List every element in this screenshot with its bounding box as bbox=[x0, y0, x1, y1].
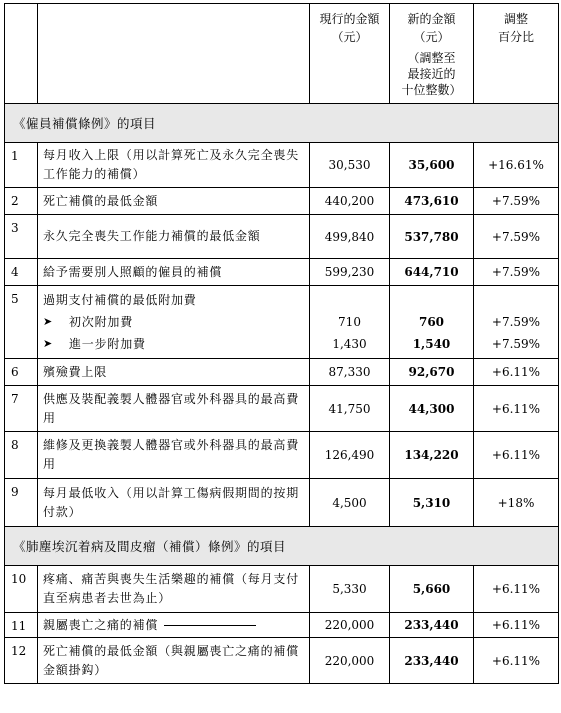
sub-current-amount: 710 bbox=[338, 315, 361, 329]
row-percentage: +6.11% bbox=[474, 566, 559, 613]
row-new-amount: 233,440 bbox=[390, 613, 474, 638]
row-current-amount: 5,330 bbox=[310, 566, 390, 613]
row-number: 6 bbox=[5, 359, 38, 386]
row-percentage: +18% bbox=[474, 479, 559, 527]
row-number: 1 bbox=[5, 143, 38, 188]
sub-item-label: 進一步附加費 bbox=[69, 337, 146, 351]
sub-percentage: +7.59% bbox=[491, 337, 541, 351]
table-row bbox=[5, 286, 559, 359]
table-row bbox=[5, 566, 559, 613]
row-new-amount: 5,660 bbox=[390, 566, 474, 613]
header-new-note1: （調整至 bbox=[407, 51, 456, 65]
row-description: 死亡補償的最低金額（與親屬喪亡之痛的補償金額掛鈎） bbox=[38, 638, 310, 684]
row-description: 每月收入上限（用以計算死亡及永久完全喪失工作能力的補償） bbox=[38, 143, 310, 188]
table-row bbox=[5, 386, 559, 432]
sub-item-further-surcharge bbox=[43, 333, 304, 355]
row-current-amount: 499,840 bbox=[310, 215, 390, 259]
row-new-amount: 233,440 bbox=[390, 638, 474, 684]
section-heading-row bbox=[5, 527, 559, 566]
row-new-amount: 644,710 bbox=[390, 259, 474, 286]
row-number: 7 bbox=[5, 386, 38, 432]
row-current-amount: 126,490 bbox=[310, 432, 390, 479]
row-current-amount: 87,330 bbox=[310, 359, 390, 386]
sub-item-label: 初次附加費 bbox=[69, 315, 134, 329]
table-row bbox=[5, 259, 559, 286]
sub-new-amount: 1,540 bbox=[412, 337, 451, 351]
row-percentage: +6.11% bbox=[474, 638, 559, 684]
table-row bbox=[5, 359, 559, 386]
row-new-amount: 537,780 bbox=[390, 215, 474, 259]
row-percentage: +7.59% bbox=[474, 188, 559, 215]
row-current-amount: 30,530 bbox=[310, 143, 390, 188]
sub-percentage: +7.59% bbox=[491, 315, 541, 329]
row-current-amount: 599,230 bbox=[310, 259, 390, 286]
row-number: 9 bbox=[5, 479, 38, 527]
row-new-amount: 473,610 bbox=[390, 188, 474, 215]
sub-item-initial-surcharge bbox=[43, 311, 304, 333]
section-heading-pneumoconiosis: 《肺塵埃沉着病及間皮瘤（補償）條例》的項目 bbox=[5, 527, 559, 566]
row-current-amount bbox=[310, 286, 390, 359]
row-new-amount: 92,670 bbox=[390, 359, 474, 386]
row-description-main: 過期支付補償的最低附加費 bbox=[43, 293, 197, 307]
row-current-amount: 4,500 bbox=[310, 479, 390, 527]
arrowhead-bullet-icon: ➤ bbox=[43, 315, 54, 328]
row-description bbox=[38, 613, 310, 638]
row-new-amount: 35,600 bbox=[390, 143, 474, 188]
row-description-text: 親屬喪亡之痛的補償 bbox=[43, 617, 159, 632]
table-header-row bbox=[5, 4, 559, 104]
table-row bbox=[5, 215, 559, 259]
header-num-cell bbox=[5, 4, 38, 104]
row-description: 給予需要別人照顧的僱員的補償 bbox=[38, 259, 310, 286]
table-row bbox=[5, 188, 559, 215]
row-description: 供應及裝配義製人體器官或外科器具的最高費用 bbox=[38, 386, 310, 432]
dash-rule bbox=[164, 625, 256, 626]
row-number: 11 bbox=[5, 613, 38, 638]
compensation-adjustment-table bbox=[4, 3, 559, 684]
header-percentage bbox=[474, 4, 559, 104]
row-new-amount: 134,220 bbox=[390, 432, 474, 479]
table-row bbox=[5, 432, 559, 479]
row-description: 永久完全喪失工作能力補償的最低金額 bbox=[38, 215, 310, 259]
row-percentage: +7.59% bbox=[474, 259, 559, 286]
row-description bbox=[38, 286, 310, 359]
header-current-line2: （元） bbox=[331, 30, 368, 44]
row-percentage bbox=[474, 286, 559, 359]
row-number: 4 bbox=[5, 259, 38, 286]
row-current-amount: 220,000 bbox=[310, 638, 390, 684]
header-pct-line1: 調整 bbox=[503, 12, 528, 26]
row-current-amount: 440,200 bbox=[310, 188, 390, 215]
row-number: 12 bbox=[5, 638, 38, 684]
row-description: 每月最低收入（用以計算工傷病假期間的按期付款） bbox=[38, 479, 310, 527]
row-new-amount bbox=[390, 286, 474, 359]
row-number: 5 bbox=[5, 286, 38, 359]
row-current-amount: 220,000 bbox=[310, 613, 390, 638]
row-percentage: +6.11% bbox=[474, 613, 559, 638]
sub-current-amount: 1,430 bbox=[332, 337, 367, 351]
row-new-amount: 44,300 bbox=[390, 386, 474, 432]
row-percentage: +6.11% bbox=[474, 359, 559, 386]
header-new-note2: 最接近的 bbox=[407, 67, 456, 81]
table-row bbox=[5, 143, 559, 188]
row-number: 10 bbox=[5, 566, 38, 613]
row-description: 殯殮費上限 bbox=[38, 359, 310, 386]
row-percentage: +16.61% bbox=[474, 143, 559, 188]
table-row bbox=[5, 613, 559, 638]
row-description: 疼痛、痛苦與喪失生活樂趣的補償（每月支付直至病患者去世為止） bbox=[38, 566, 310, 613]
row-percentage: +6.11% bbox=[474, 386, 559, 432]
section-heading-row bbox=[5, 104, 559, 143]
row-new-amount: 5,310 bbox=[390, 479, 474, 527]
header-new-line1: 新的金額 bbox=[407, 12, 456, 26]
sub-new-amount: 760 bbox=[418, 315, 445, 329]
section-heading-employees-compensation: 《僱員補償條例》的項目 bbox=[5, 104, 559, 143]
header-new-line2: （元） bbox=[413, 30, 450, 44]
header-current-line1: 現行的金額 bbox=[319, 12, 380, 26]
header-current-amount bbox=[310, 4, 390, 104]
row-description: 維修及更換義製人體器官或外科器具的最高費用 bbox=[38, 432, 310, 479]
header-new-amount bbox=[390, 4, 474, 104]
header-new-note3: 十位整數） bbox=[401, 83, 462, 97]
row-number: 2 bbox=[5, 188, 38, 215]
header-pct-line2: 百分比 bbox=[497, 30, 534, 44]
header-desc-cell bbox=[38, 4, 310, 104]
row-number: 8 bbox=[5, 432, 38, 479]
arrowhead-bullet-icon: ➤ bbox=[43, 337, 54, 350]
table-row bbox=[5, 479, 559, 527]
row-current-amount: 41,750 bbox=[310, 386, 390, 432]
table-row bbox=[5, 638, 559, 684]
row-number: 3 bbox=[5, 215, 38, 259]
row-description: 死亡補償的最低金額 bbox=[38, 188, 310, 215]
row-percentage: +7.59% bbox=[474, 215, 559, 259]
row-percentage: +6.11% bbox=[474, 432, 559, 479]
